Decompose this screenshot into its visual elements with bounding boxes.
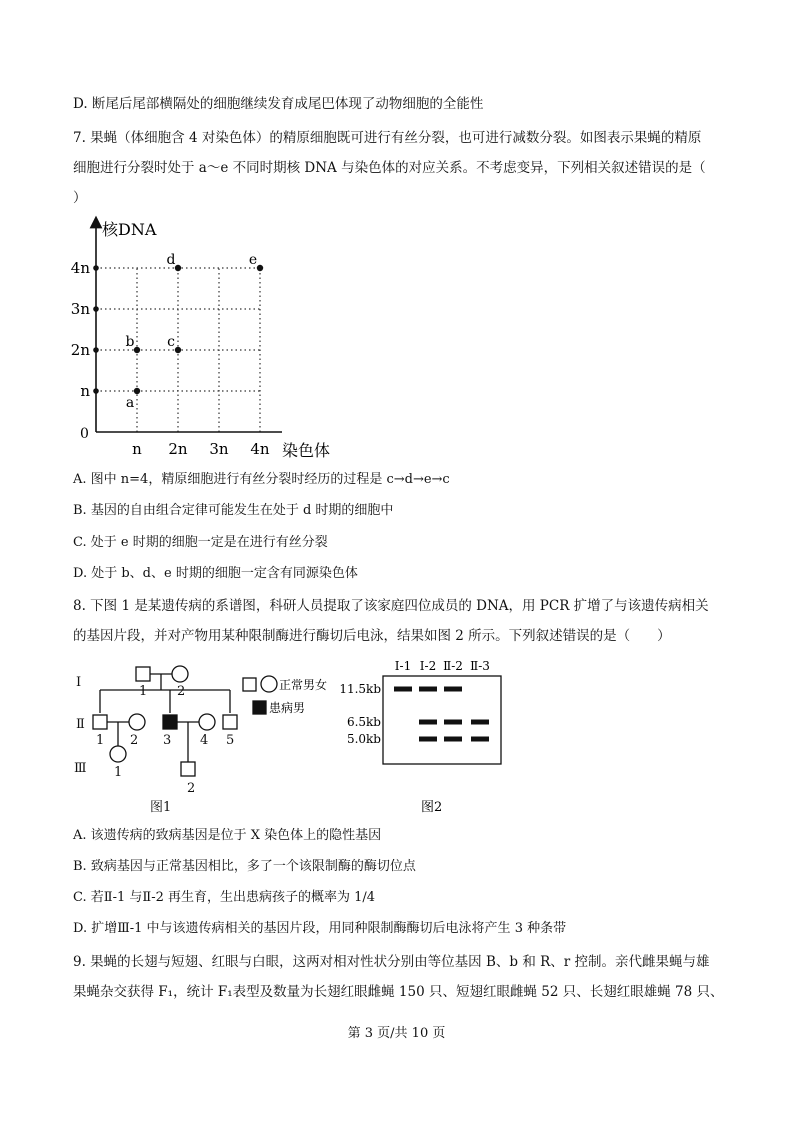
gel-marker-label: 5.0kb [346,732,381,746]
q7-point-d [175,265,181,271]
q8-option-c: C. 若Ⅱ-1 与Ⅱ-2 再生育，生出患病孩子的概率为 1/4 [73,890,376,905]
pedigree-I-1-male [136,667,150,681]
q7-option-b: B. 基因的自由组合定律可能发生在处于 d 时期的细胞中 [73,503,394,518]
q7-chart [60,210,380,460]
legend-normal-label: 正常男女 [279,678,328,692]
q8-stem-line2: 的基因片段，并对产物用某种限制酶进行酶切后电泳，结果如图 2 所示。下列叙述错误的是（ ） [73,628,671,644]
legend-normal-male-symbol [243,678,256,691]
gel-band [419,720,437,725]
legend-affected-label: 患病男 [269,701,306,715]
q7-point-b [134,347,140,353]
q7-x-axis-label: 染色体 [282,441,331,460]
q7-y-tick-label: n [80,382,90,400]
II-4-number: 4 [200,733,209,748]
q7-y-tick-label: 3n [70,300,90,318]
pedigree-I-2-female [172,666,188,682]
q7-x-tick-label: 3n [209,440,229,458]
q8-gel [335,658,535,818]
q7-option-c: C. 处于 e 时期的细胞一定是在进行有丝分裂 [73,535,328,550]
gel-band [444,737,462,742]
III-2-number: 2 [187,781,196,796]
q6-option-d: D. 断尾后尾部横隔处的细胞继续发育成尾巴体现了动物细胞的全能性 [73,96,484,112]
pedigree-III-1-female [110,746,126,762]
q7-stem-line3: ） [73,190,87,206]
q7-y-tick-dot [93,265,99,271]
q7-y-axis-label: 核DNA [102,220,157,239]
q7-y-tick-dot [93,388,99,394]
II-5-number: 5 [226,733,235,748]
q7-option-a: A. 图中 n=4，精原细胞进行有丝分裂时经历的过程是 c→d→e→c [73,472,450,487]
q7-point-label-c: c [167,334,175,350]
q7-y-tick-dot [93,347,99,353]
q8-option-a: A. 该遗传病的致病基因是位于 X 染色体上的隐性基因 [73,828,382,843]
q7-x-tick-label: n [132,440,142,458]
legend-affected-male-symbol [253,701,266,714]
q7-stem-line2: 细胞进行分裂时处于 a～e 不同时期核 DNA 与染色体的对应关系。不考虑变异，下列相关叙述错误的是（ [73,160,706,176]
figure1-caption: 图1 [150,800,172,815]
pedigree-II-4-female [199,714,215,730]
II-2-number: 2 [130,733,139,748]
q8-stem-line1: 8. 下图 1 是某遗传病的系谱图，科研人员提取了该家庭四位成员的 DNA，用 PCR 扩增了与该遗传病相关 [73,598,709,614]
q7-stem-line1: 7. 果蝇（体细胞含 4 对染色体）的精原细胞既可进行有丝分裂，也可进行减数分裂。如图表示果蝇的精原 [73,130,702,146]
q7-y-tick-dot [93,306,99,312]
gel-band [471,720,489,725]
q7-x-tick-label: 4n [250,440,270,458]
gel-lane-label: Ⅱ-3 [470,659,490,673]
pedigree-II-1-male [93,715,107,729]
gel-band [419,737,437,742]
q8-option-b: B. 致病基因与正常基因相比，多了一个该限制酶的酶切位点 [73,859,416,874]
II-1-number: 1 [96,733,105,748]
q7-point-c [175,347,181,353]
gel-band [394,687,412,692]
q8-option-d: D. 扩增Ⅲ-1 中与该遗传病相关的基因片段，用同种限制酶酶切后电泳将产生 3 种条带 [73,921,567,936]
gel-band [444,720,462,725]
q8-pedigree [70,658,350,818]
gel-marker-label: 11.5kb [339,682,381,696]
gel-lane-label: Ⅰ-1 [394,659,412,673]
gen-label-I: Ⅰ [76,675,82,690]
figure2-caption: 图2 [421,800,443,815]
q9-stem-line2: 果蝇杂交获得 F₁，统计 F₁表型及数量为长翅红眼雌蝇 150 只、短翅红眼雌蝇 52 只、长翅红眼雄蝇 78 只、 [73,984,724,1000]
q7-origin-label: 0 [80,426,89,442]
I-2-number: 2 [177,684,186,699]
gel-band [471,737,489,742]
pedigree-III-2-male [181,762,195,776]
legend-normal-female-symbol [261,676,277,692]
gel-band [444,687,462,692]
pedigree-II-2-female [129,714,145,730]
page-footer: 第 3 页/共 10 页 [347,1026,446,1041]
q7-point-e [257,265,263,271]
gel-marker-label: 6.5kb [346,715,381,729]
II-3-number: 3 [163,733,172,748]
q7-x-tick-label: 2n [168,440,188,458]
pedigree-II-3-affected-male [163,715,177,729]
q7-point-label-e: e [248,252,258,268]
q7-point-label-b: b [125,334,135,350]
gel-lane-label: Ⅱ-2 [443,659,463,673]
q7-option-d: D. 处于 b、d、e 时期的细胞一定含有同源染色体 [73,566,358,581]
q9-stem-line1: 9. 果蝇的长翅与短翅、红眼与白眼，这两对相对性状分别由等位基因 B、b 和 R、r 控制。亲代雌果蝇与雄 [73,954,710,970]
q7-point-a [134,388,140,394]
q7-y-tick-label: 2n [70,341,90,359]
q7-y-tick-label: 4n [70,259,90,277]
q7-point-label-a: a [125,395,135,411]
gen-label-II: Ⅱ [76,717,85,732]
pedigree-II-5-male [223,715,237,729]
gel-lane-label: Ⅰ-2 [419,659,437,673]
gen-label-III: Ⅲ [74,761,87,776]
III-1-number: 1 [114,765,123,780]
I-1-number: 1 [139,684,148,699]
q7-point-label-d: d [166,252,176,268]
gel-band [419,687,437,692]
